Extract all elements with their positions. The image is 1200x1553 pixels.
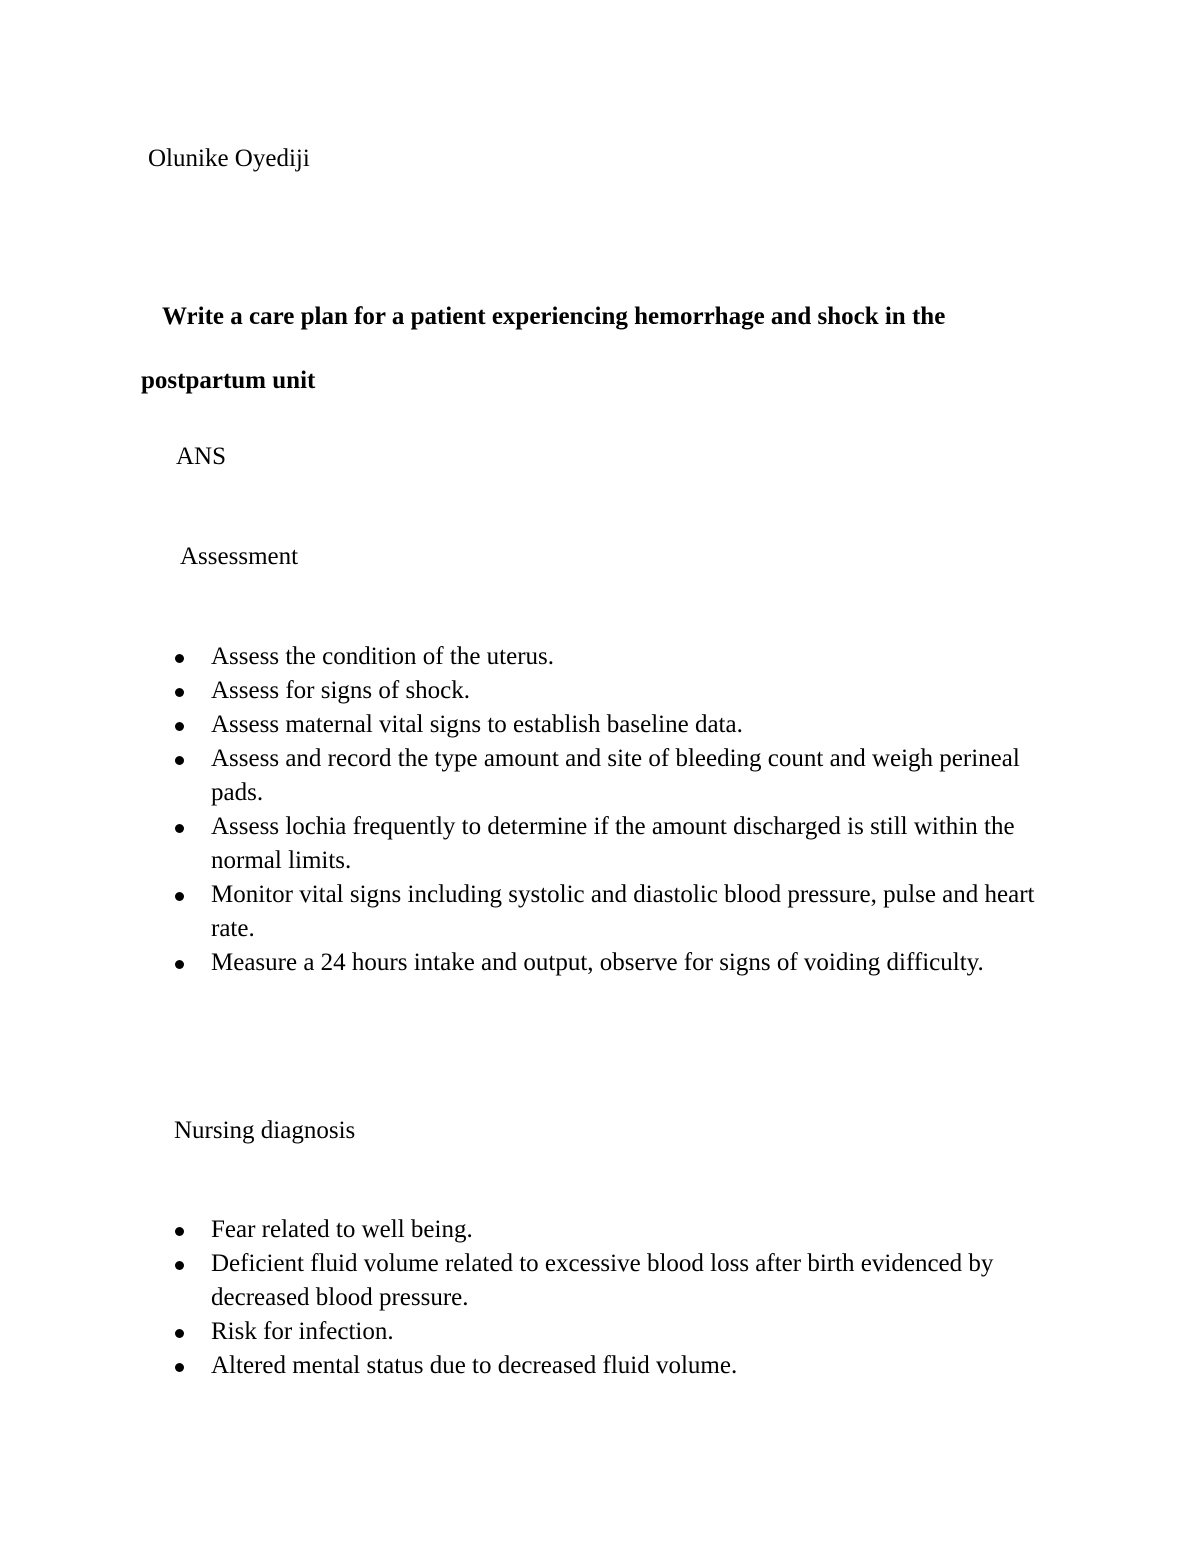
nursing-diagnosis-list — [0, 1213, 1200, 1383]
list-item-text: Deficient fluid volume related to excessive blood loss after birth evidenced by decreased blood pressure. — [211, 1250, 994, 1311]
list-item-text: Monitor vital signs including systolic and diastolic blood pressure, pulse and heart rate. — [211, 881, 1035, 942]
assessment-heading: Assessment — [180, 543, 299, 570]
list-item — [0, 1315, 1071, 1349]
list-item — [0, 878, 1071, 946]
list-item-text: Fear related to well being. — [211, 1216, 473, 1243]
bullet-icon — [175, 654, 184, 663]
list-item — [0, 708, 1071, 742]
list-item — [0, 810, 1071, 878]
assignment-title-line-1: Write a care plan for a patient experiencing hemorrhage and shock in the — [162, 303, 946, 330]
assignment-title-line-2: postpartum unit — [141, 367, 316, 394]
list-item-text: Assess maternal vital signs to establish baseline data. — [211, 711, 743, 738]
bullet-icon — [175, 1329, 184, 1338]
bullet-icon — [175, 722, 184, 731]
list-item-text: Assess and record the type amount and site of bleeding count and weigh perineal pads. — [211, 745, 1020, 806]
list-item — [0, 1247, 1071, 1315]
list-item — [0, 1349, 1071, 1383]
bullet-icon — [175, 756, 184, 765]
bullet-icon — [175, 824, 184, 833]
list-item-text: Altered mental status due to decreased fluid volume. — [211, 1352, 738, 1379]
nursing-diagnosis-heading: Nursing diagnosis — [174, 1117, 356, 1144]
bullet-icon — [175, 1261, 184, 1270]
list-item-text: Assess lochia frequently to determine if the amount discharged is still within the normal limits. — [211, 813, 1015, 874]
bullet-icon — [175, 688, 184, 697]
assessment-list — [0, 640, 1200, 980]
list-item — [0, 674, 1071, 708]
bullet-icon — [175, 1227, 184, 1236]
bullet-icon — [175, 1363, 184, 1372]
bullet-icon — [175, 892, 184, 901]
list-item — [0, 742, 1071, 810]
author-name: Olunike Oyediji — [148, 145, 310, 172]
bullet-icon — [175, 960, 184, 969]
list-item-text: Measure a 24 hours intake and output, observe for signs of voiding difficulty. — [211, 949, 984, 976]
answer-label: ANS — [176, 443, 227, 470]
list-item — [0, 1213, 1071, 1247]
list-item — [0, 640, 1071, 674]
list-item — [0, 946, 1071, 980]
list-item-text: Assess the condition of the uterus. — [211, 643, 555, 670]
list-item-text: Risk for infection. — [211, 1318, 394, 1345]
list-item-text: Assess for signs of shock. — [211, 677, 471, 704]
